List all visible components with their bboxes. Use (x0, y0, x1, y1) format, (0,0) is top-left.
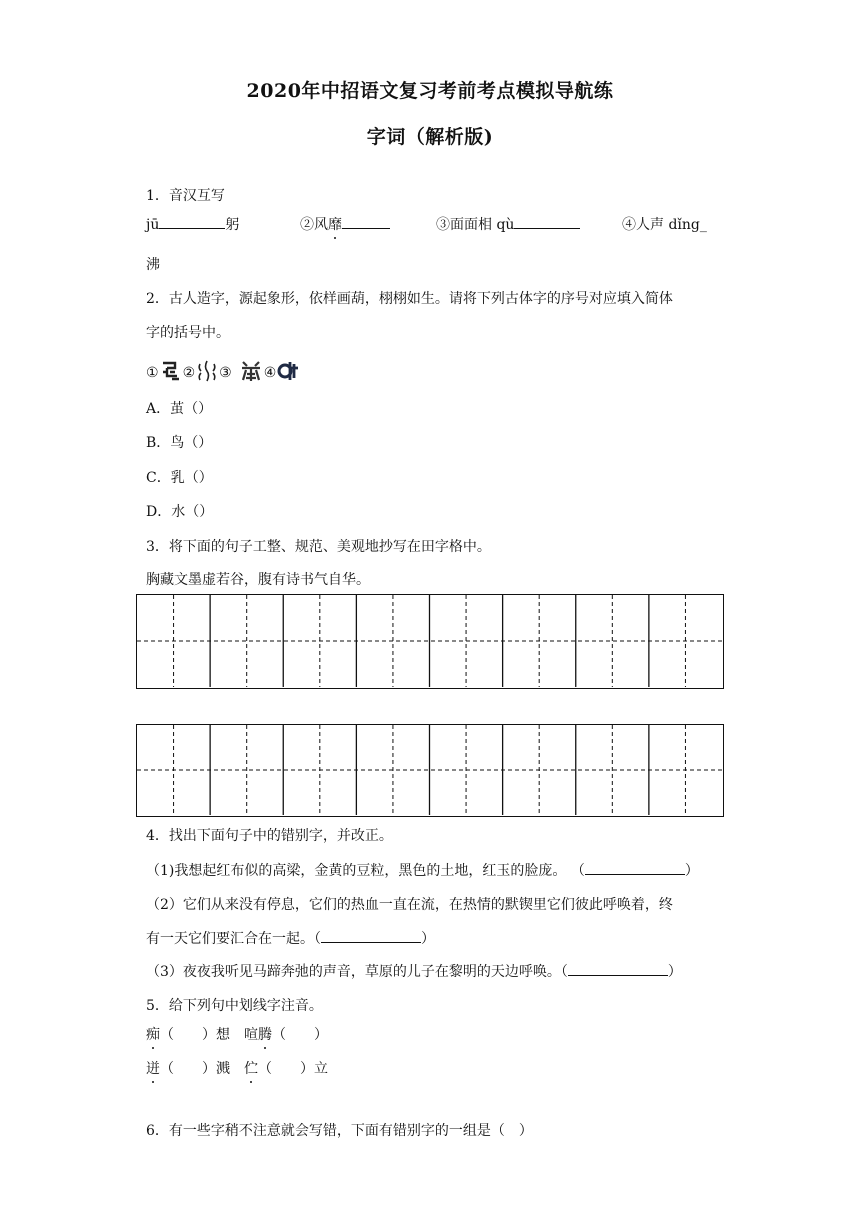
q1-item-4: ④人声 dǐng_ (622, 217, 707, 233)
marker-1: ① (146, 365, 159, 381)
q1-item-2 (300, 214, 390, 234)
close-paren: ） (667, 964, 682, 980)
q1-label: 1．音汉互写 (146, 188, 225, 204)
q5-row-2-a: （ ）溅 (160, 1061, 244, 1077)
ancient-water-glyph-icon (195, 359, 219, 387)
q1-item-3-text: ③面面相 qù (436, 217, 515, 233)
title-line-2: 字词（解析版) (366, 126, 494, 148)
q1-item-1-pinyin: jū (146, 217, 160, 233)
q5-char-zhu: 伫 (244, 1058, 258, 1078)
ancient-milk-glyph-icon (276, 359, 300, 387)
q2-option-b: B．鸟（） (146, 435, 213, 451)
q3-sentence: 胸藏文墨虚若谷，腹有诗书气自华。 (146, 572, 370, 588)
q1-item-2-char: 靡 (328, 214, 342, 234)
q2-label-line-2: 字的括号中。 (146, 325, 230, 341)
q2-label-line-1: 2．古人造字，源起象形，依样画葫，栩栩如生。请将下列古体字的序号对应填入简体 (146, 291, 673, 307)
q1-item-3 (436, 214, 580, 234)
close-paren: ） (421, 931, 435, 947)
ancient-bird-glyph-icon (159, 359, 183, 387)
answer-blank[interactable] (321, 928, 421, 943)
q5-row-1-a: （ ）想 喧 (160, 1027, 258, 1043)
answer-blank[interactable] (342, 214, 390, 229)
q4-sentence-3 (146, 961, 682, 981)
q5-char-chi: 痴 (146, 1024, 160, 1044)
close-paren: ） (684, 863, 699, 879)
q4-sentence-1-text: （1)我想起红布似的高梁，金黄的豆粒，黑色的土地，红玉的脸庞。 （ (146, 863, 585, 879)
q1-item-4-tail: 沸 (146, 257, 160, 273)
q5-char-beng: 迸 (146, 1058, 160, 1078)
marker-3: ③ (219, 365, 232, 381)
q5-row-1-b: （ ） (272, 1027, 328, 1043)
q5-label: 5．给下列句中划线字注音。 (146, 998, 323, 1014)
q5-row-1 (146, 1024, 328, 1044)
q5-row-2 (146, 1058, 328, 1078)
tianzige-grid-2[interactable] (136, 724, 724, 817)
marker-2: ② (182, 365, 196, 381)
q2-option-a: A．茧（） (146, 401, 213, 417)
q4-sentence-3-text: （3）夜夜我听见马蹄奔弛的声音，草原的儿子在黎明的天边呼唤。（ (146, 964, 568, 980)
q6-label: 6．有一些字稍不注意就会写错，下面有错别字的一组是（ ） (146, 1123, 533, 1139)
q5-char-teng: 腾 (258, 1024, 272, 1044)
q5-row-2-b: （ ）立 (258, 1061, 328, 1077)
answer-blank[interactable] (568, 961, 668, 976)
title-line-1: 2020年中招语文复习考前考点模拟导航练 (246, 80, 614, 102)
q4-sentence-1 (146, 860, 699, 880)
q2-option-d: D．水（） (146, 504, 214, 520)
tianzige-grid-1[interactable] (136, 594, 724, 689)
q1-item-1 (146, 214, 239, 234)
q4-sentence-2a: （2）它们从来没有停息，它们的热血一直在流，在热情的默锲里它们彼此呼唤着，终 (146, 897, 673, 913)
q1-item-1-char: 躬 (225, 217, 240, 233)
answer-blank[interactable] (585, 860, 685, 875)
ancient-glyph-row (146, 358, 300, 384)
q3-label: 3．将下面的句子工整、规范、美观地抄写在田字格中。 (146, 539, 491, 555)
q4-sentence-2b (146, 928, 435, 948)
q1-item-2-prefix: ②风 (300, 217, 328, 233)
q2-option-c: C．乳（） (146, 470, 213, 486)
answer-blank[interactable] (159, 214, 225, 229)
ancient-cocoon-glyph-icon (238, 358, 264, 388)
q4-sentence-2b-text: 有一天它们要汇合在一起。（ (146, 931, 321, 947)
marker-4: ④ (263, 365, 277, 381)
q4-label: 4．找出下面句子中的错别字，并改正。 (146, 828, 393, 844)
answer-blank[interactable] (514, 214, 580, 229)
